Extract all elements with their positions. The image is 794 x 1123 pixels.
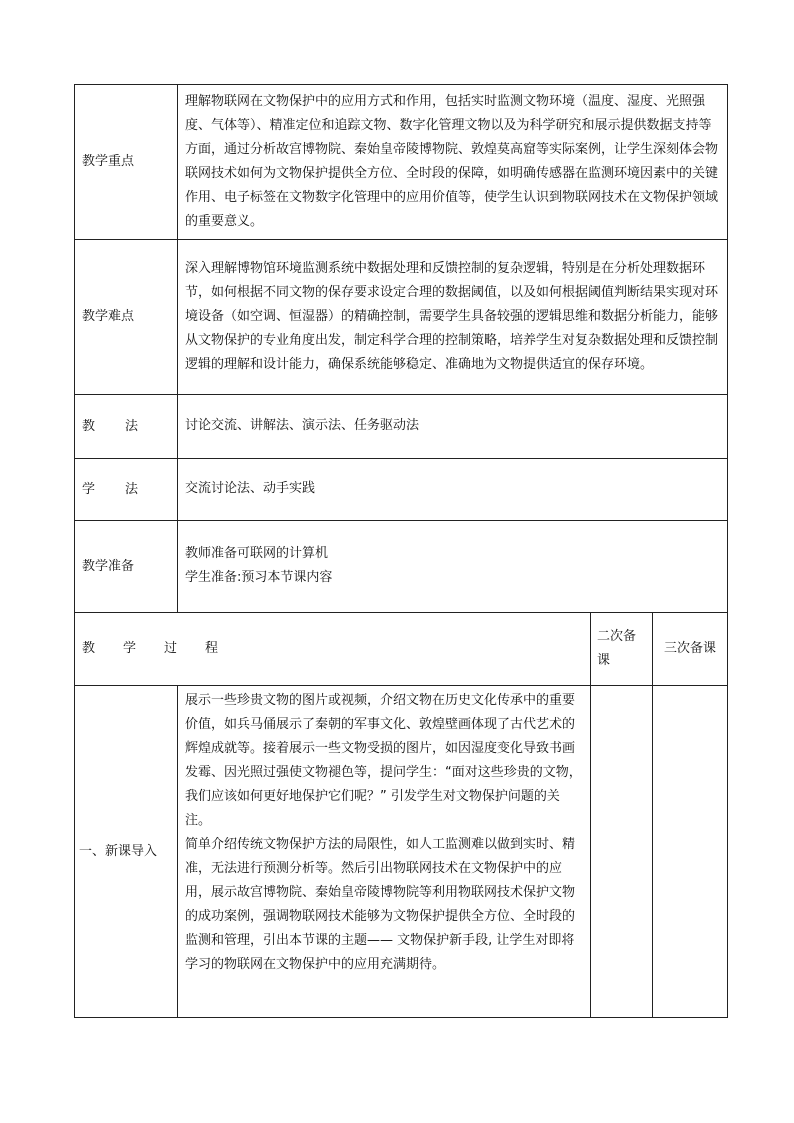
teaching-method-label-a: 教 [82,418,96,434]
process-header-label [75,613,591,686]
row-teaching-method [75,395,728,459]
process-char-4: 程 [205,641,219,656]
key-points-label: 教学重点 [75,85,178,240]
difficulties-text: 深入理解博物馆环境监测系统中数据处理和反馈控制的复杂逻辑，特别是在分析处理数据环节，如何根据不同文物的保存要求设定合理的数据阈值，以及如何根据阈值判断结果实现对环境设备（如空调、恒湿器）的精确控制，需要学生具备较强的逻辑思维和数据分析能力，能够从文物保护的专业角度出发，制定科学合理的控制策略，培养学生对复杂数据处理和反馈控制逻辑的理解和设计能力，确保系统能够稳定、准确地为文物提供适宜的保存环境。 [178,240,728,395]
intro-paragraph-2: 简单介绍传统文物保护方法的局限性，如人工监测难以做到实时、精准，无法进行预测分析等。然后引出物联网技术在文物保护中的应用，展示故宫博物院、秦始皇帝陵博物院等利用物联网技术保护文物的成功案例，强调物联网技术能够为文物保护提供全方位、全时段的监测和管理，引出本节课的主题—— 文物保护新手段, 让学生对即将学习的物联网在文物保护中的应用充满期待。 [185,837,576,972]
process-char-1: 教 [82,641,96,656]
intro-second-prep-cell[interactable] [591,686,653,1018]
difficulties-label: 教学难点 [75,240,178,395]
intro-paragraph-1: 展示一些珍贵文物的图片或视频，介绍文物在历史文化传承中的重要价值，如兵马俑展示了秦朝的军事文化、敦煌壁画体现了古代艺术的辉煌成就等。接着展示一些文物受损的图片，如因湿度变化导致书画发霉、因光照过强使文物褪色等，提问学生：“面对这些珍贵的文物，我们应该如何更好地保护它们呢？” 引发学生对文物保护问题的关注。 [185,693,582,828]
learning-method-label-b: 法 [125,481,139,497]
teaching-method-label-b: 法 [125,418,139,434]
learning-method-text: 交流讨论法、动手实践 [178,459,728,521]
intro-label: 一、新课导入 [75,686,178,1018]
row-key-points [75,85,728,240]
key-points-text: 理解物联网在文物保护中的应用方式和作用，包括实时监测文物环境（温度、湿度、光照强度、气体等）、精准定位和追踪文物、数字化管理文物以及为科学研究和展示提供数据支持等方面，通过分析故宫博物院、秦始皇帝陵博物院、敦煌莫高窟等实际案例，让学生深刻体会物联网技术如何为文物保护提供全方位、全时段的保障，如明确传感器在监测环境因素中的关键作用、电子标签在文物数字化管理中的应用价值等，使学生认识到物联网技术在文物保护领域的重要意义。 [178,85,728,240]
row-intro [75,686,728,1018]
row-learning-method [75,459,728,521]
third-prep-header: 三次备课 [653,613,728,686]
preparation-text [178,521,728,613]
lesson-plan-table [74,84,728,1018]
learning-method-label-a: 学 [82,481,96,497]
preparation-label: 教学准备 [75,521,178,613]
intro-third-prep-cell[interactable] [653,686,728,1018]
teaching-method-text: 讨论交流、讲解法、演示法、任务驱动法 [178,395,728,459]
process-char-3: 过 [164,641,178,656]
preparation-teacher: 教师准备可联网的计算机 [185,546,329,561]
second-prep-header: 二次备课 [591,613,653,686]
row-process-header [75,613,728,686]
process-char-2: 学 [123,641,137,656]
intro-text [178,686,591,1018]
preparation-student: 学生准备:预习本节课内容 [185,570,333,585]
row-difficulties [75,240,728,395]
learning-method-label [75,459,178,521]
teaching-method-label [75,395,178,459]
row-preparation [75,521,728,613]
